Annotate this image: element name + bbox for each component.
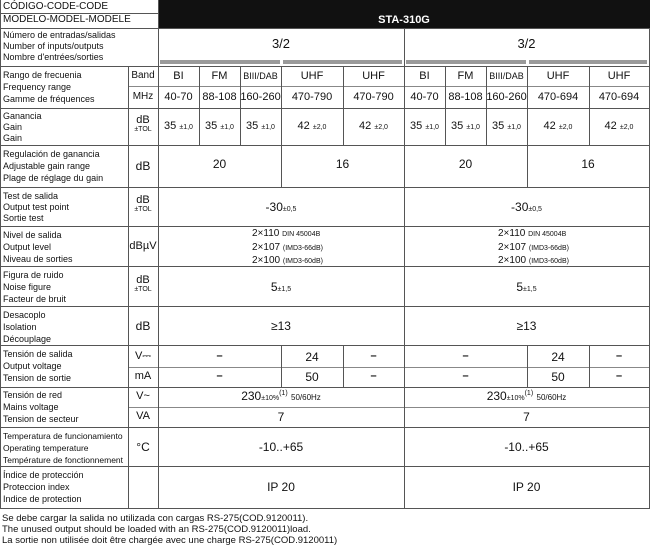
temp-a: -10..+65 <box>258 440 304 454</box>
outv-v-b-3: – <box>615 350 623 362</box>
range-a-5: 470-790 <box>353 91 394 103</box>
temp-b: -10..+65 <box>504 440 549 454</box>
test-a: -30±0,5 <box>265 200 297 214</box>
header-code: CÓDIGO-CODE-CODE <box>3 1 108 12</box>
gain-a-5: 42 ±2,0 <box>359 120 388 132</box>
adj-a-1: 20 <box>212 157 227 171</box>
noise-b: 5±1,5 <box>516 280 537 294</box>
band-a-5: UHF <box>362 70 385 82</box>
gain-label-en: Gain <box>3 122 23 132</box>
outv-ma-unit: mA <box>134 370 152 382</box>
inputs-label-es: Número de entradas/salidas <box>3 30 116 40</box>
band-b-2: FM <box>457 70 474 82</box>
inputs-value-b: 3/2 <box>517 36 536 51</box>
level-label-fr: Niveau de sorties <box>3 254 73 264</box>
adj-label-es: Regulación de ganancia <box>3 149 100 159</box>
outv-ma-b-3: – <box>615 370 623 382</box>
mains-va-a: 7 <box>277 410 285 424</box>
outv-v-a-2: 24 <box>305 350 319 364</box>
range-a-3: 160-260 <box>240 91 281 103</box>
noise-label-fr: Facteur de bruit <box>3 294 67 304</box>
inputs-value-a: 3/2 <box>271 36 291 51</box>
test-label-fr: Sortie test <box>3 213 44 223</box>
freq-label-fr: Gamme de fréquences <box>3 94 95 104</box>
band-a-2: FM <box>211 70 228 82</box>
adj-label-fr: Plage de réglage du gain <box>3 173 104 183</box>
mains-label-fr: Tension de secteur <box>3 414 79 424</box>
level-label-es: Nivel de salida <box>3 230 62 240</box>
inputs-label-en: Number of inputs/outputs <box>3 41 104 51</box>
outv-ma-a-3: – <box>370 370 377 382</box>
test-unit: dB ±TOL <box>134 194 152 213</box>
test-label-en: Output test point <box>3 202 70 212</box>
range-a-4: 470-790 <box>291 91 333 103</box>
band-b-3: BIII/DAB <box>489 71 524 81</box>
mains-va-b: 7 <box>523 410 530 424</box>
ip-b: IP 20 <box>512 480 541 494</box>
group-bar-b2 <box>529 60 647 64</box>
range-b-3: 160-260 <box>486 91 527 103</box>
gain-label-es: Ganancia <box>3 111 42 121</box>
iso-label-es: Desacoplo <box>3 310 46 320</box>
noise-label-en: Noise figure <box>3 282 52 292</box>
gain-a-2: 35 ±1,0 <box>205 120 234 132</box>
footnote-es: Se debe cargar la salida no utilizada con cargas RS-275(COD.9120011). <box>2 513 309 524</box>
mains-va-unit: VA <box>136 410 150 422</box>
noise-unit: dB ±TOL <box>134 274 152 293</box>
ip-label-fr: Indice de protection <box>3 494 82 504</box>
temp-label-es: Temperatura de funcionamiento <box>3 431 123 441</box>
band-a-3: BIII/DAB <box>243 71 278 81</box>
outv-ma-b-2: 50 <box>551 370 565 384</box>
gain-label-fr: Gain <box>3 133 23 143</box>
noise-a: 5±1,5 <box>270 280 292 294</box>
level-label-en: Output level <box>3 242 52 252</box>
band-b-4: UHF <box>546 70 570 82</box>
iso-unit: dB <box>135 319 151 333</box>
group-bar-b1 <box>406 60 526 64</box>
mains-v-b: 230±10%$^{(1)}$ 50/60Hz <box>486 389 567 403</box>
group-bar-a1 <box>160 60 280 64</box>
gain-unit: dB ±TOL <box>134 114 152 133</box>
range-b-2: 88-108 <box>448 91 483 103</box>
band-a-1: BI <box>173 70 184 82</box>
level-unit: dBµV <box>129 240 157 252</box>
footnote-en: The unused output should be loaded with an RS-275(COD.9120011)load. <box>2 524 311 535</box>
outv-v-a-1: – <box>216 350 223 362</box>
level-b: 2×110 DIN 45004B 2×107 (IMD3-66dB) 2×100 (IMD3-60dB) <box>498 228 569 266</box>
gain-b-1: 35 ±1,0 <box>410 120 439 132</box>
outv-v-b-1: – <box>462 350 469 362</box>
header-model-label: MODELO-MODEL-MODELE <box>3 14 131 25</box>
noise-label-es: Figura de ruido <box>3 270 64 280</box>
level-a: 2×110 DIN 45004B 2×107 (IMD3-66dB) 2×100 (IMD3-60dB) <box>252 228 323 266</box>
freq-label-en: Frequency range <box>3 82 72 92</box>
mhz-unit: MHz <box>132 91 154 102</box>
ip-a: IP 20 <box>267 480 295 494</box>
range-b-1: 40-70 <box>410 91 439 103</box>
outv-ma-a-2: 50 <box>305 370 319 384</box>
range-b-5: 470-694 <box>598 91 640 103</box>
mains-v-a: 230±10%$^{(1)}$ 50/60Hz <box>241 389 321 403</box>
ip-label-en: Proteccion index <box>3 482 70 492</box>
model-name: STA-310G <box>378 14 430 26</box>
gain-b-4: 42 ±2,0 <box>543 120 573 132</box>
outv-label-en: Output voltage <box>3 361 62 371</box>
gain-b-5: 42 ±2,0 <box>604 120 634 132</box>
temp-label-en: Operating temperature <box>3 443 89 453</box>
gain-a-3: 35 ±1,0 <box>246 120 275 132</box>
gain-a-4: 42 ±2,0 <box>297 120 327 132</box>
temp-label-fr: Température de fonctionnement <box>3 455 124 465</box>
outv-v-b-2: 24 <box>551 350 565 364</box>
outv-label-es: Tensión de salida <box>3 349 73 359</box>
ip-label-es: Índice de protección <box>3 470 84 480</box>
adj-label-en: Adjustable gain range <box>3 161 91 171</box>
outv-v-unit: V⎓ <box>134 350 152 362</box>
adj-unit: dB <box>135 159 151 173</box>
outv-label-fr: Tension de sortie <box>3 373 72 383</box>
freq-label-es: Rango de frecuenia <box>3 70 82 80</box>
iso-label-fr: Découplage <box>3 334 52 344</box>
test-b: -30±0,5 <box>511 200 542 214</box>
footnote-fr: La sortie non utilisée doit être chargée avec une charge RS-275(COD.9120011) <box>2 535 338 546</box>
group-bar-a2 <box>283 60 402 64</box>
gain-b-3: 35 ±1,0 <box>492 120 521 132</box>
band-a-4: UHF <box>300 70 324 82</box>
test-label-es: Test de salida <box>3 191 59 201</box>
range-a-1: 40-70 <box>164 91 193 103</box>
temp-unit: °C <box>136 440 150 454</box>
outv-v-a-3: – <box>370 350 377 362</box>
mains-label-es: Tensión de red <box>3 390 63 400</box>
mains-v-unit: V~ <box>136 390 150 402</box>
band-b-1: BI <box>419 70 430 82</box>
iso-b: ≥13 <box>516 319 537 333</box>
adj-b-2: 16 <box>581 157 595 171</box>
iso-label-en: Isolation <box>3 322 37 332</box>
mains-label-en: Mains voltage <box>3 402 59 412</box>
range-b-4: 470-694 <box>537 91 579 103</box>
band-unit: Band <box>131 70 155 81</box>
iso-a: ≥13 <box>271 319 291 333</box>
outv-ma-b-1: – <box>462 370 469 382</box>
adj-b-1: 20 <box>458 157 473 171</box>
gain-b-2: 35 ±1,0 <box>451 120 480 132</box>
adj-a-2: 16 <box>335 157 350 171</box>
band-b-5: UHF <box>607 70 631 82</box>
range-a-2: 88-108 <box>202 91 237 103</box>
inputs-label-fr: Nombre d'entrées/sorties <box>3 52 104 62</box>
outv-ma-a-1: – <box>216 370 223 382</box>
gain-a-1: 35 ±1,0 <box>164 120 193 132</box>
